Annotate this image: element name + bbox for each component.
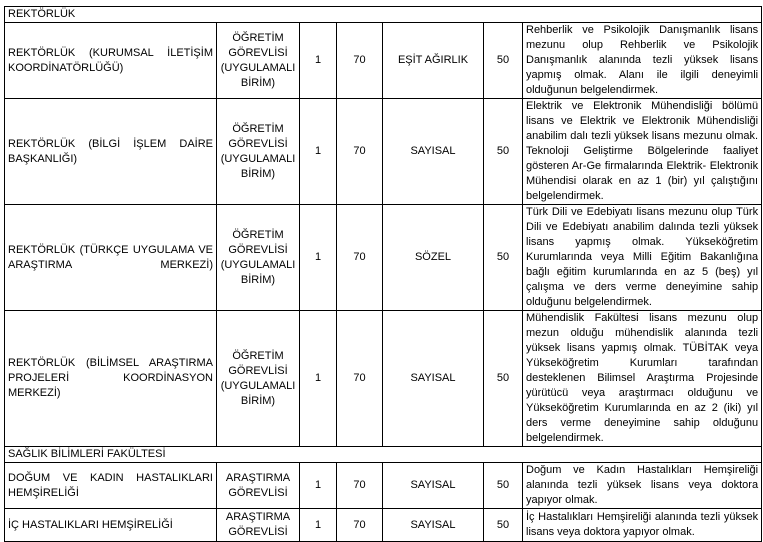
- position-cell: ARAŞTIRMA GÖREVLİSİ: [217, 509, 300, 542]
- requirements-cell: Mühendislik Fakültesi lisans mezunu olup mezun olduğu mühendislik alanında tezli yüksek lisans yapmış olmak. TÜBİTAK veya Yükseköğretim Kurumları tarafından desteklenen Bilimsel Araştırma Projesinde yürütücü veya araştırmacı olduğunu ve Yükseköğretim Kurumlarında en az 2 (iki) yıl ders verme deneyimine sahip olduğunu belgelendirmek.: [523, 311, 762, 447]
- table-row: [5, 509, 762, 542]
- count-cell: 1: [300, 311, 337, 447]
- section-title: SAĞLIK BİLİMLERİ FAKÜLTESİ: [5, 447, 762, 463]
- foreign-language-cell: 50: [484, 205, 523, 311]
- score-type-cell: SAYISAL: [383, 99, 484, 205]
- count-cell: 1: [300, 509, 337, 542]
- unit-cell: REKTÖRLÜK (BİLİMSEL ARAŞTIRMA PROJELERİ KOORDİNASYON MERKEZİ): [5, 311, 217, 447]
- foreign-language-cell: 50: [484, 99, 523, 205]
- score-cell: 70: [337, 463, 383, 509]
- section-header-row: [5, 447, 762, 463]
- table-row: [5, 23, 762, 99]
- foreign-language-cell: 50: [484, 509, 523, 542]
- table-row: [5, 463, 762, 509]
- unit-cell: DOĞUM VE KADIN HASTALIKLARI HEMŞİRELİĞİ: [5, 463, 217, 509]
- unit-cell: İÇ HASTALIKLARI HEMŞİRELİĞİ: [5, 509, 217, 542]
- unit-cell: REKTÖRLÜK (KURUMSAL İLETİŞİM KOORDİNATÖRLÜĞÜ): [5, 23, 217, 99]
- score-type-cell: SAYISAL: [383, 311, 484, 447]
- table-row: [5, 99, 762, 205]
- score-type-cell: EŞİT AĞIRLIK: [383, 23, 484, 99]
- count-cell: 1: [300, 463, 337, 509]
- score-type-cell: SÖZEL: [383, 205, 484, 311]
- score-cell: 70: [337, 205, 383, 311]
- requirements-cell: Rehberlik ve Psikolojik Danışmanlık lisans mezunu olup Rehberlik ve Psikolojik Danışmanlık alanında tezli yüksek lisans yapmış olmak. Alanı ile ilgili deneyimli olduğunun belgelendirmek.: [523, 23, 762, 99]
- position-cell: ÖĞRETİM GÖREVLİSİ (UYGULAMALI BİRİM): [217, 311, 300, 447]
- requirements-cell: Elektrik ve Elektronik Mühendisliği bölümü lisans ve Elektrik ve Elektronik Mühendisliği anabilim dalı tezli yüksek lisans mezunu olmak. Teknoloji Geliştirme Bölgelerinde faaliyet gösteren Ar-Ge firmalarında Elektrik- Elektronik Mühendisi olarak en az 1 (bir) yıl çalıştığını belgelendirmek.: [523, 99, 762, 205]
- table-row: [5, 311, 762, 447]
- score-cell: 70: [337, 99, 383, 205]
- count-cell: 1: [300, 23, 337, 99]
- score-type-cell: SAYISAL: [383, 463, 484, 509]
- requirements-cell: Türk Dili ve Edebiyatı lisans mezunu olup Türk Dili ve Edebiyatı anabilim dalında tezli yüksek lisans yapmış olmak. Yükseköğretim Kurumlarında veya Milli Eğitim Bakanlığına bağlı eğitim kurumlarında en az 5 (beş) yıl çalışma ve ders verme deneyimine sahip olduğunu belgelendirmek.: [523, 205, 762, 311]
- position-cell: ÖĞRETİM GÖREVLİSİ (UYGULAMALI BİRİM): [217, 99, 300, 205]
- position-cell: ÖĞRETİM GÖREVLİSİ (UYGULAMALI BİRİM): [217, 205, 300, 311]
- position-cell: ARAŞTIRMA GÖREVLİSİ: [217, 463, 300, 509]
- count-cell: 1: [300, 205, 337, 311]
- requirements-cell: Doğum ve Kadın Hastalıkları Hemşireliği alanında tezli yüksek lisans veya doktora yapıyor olmak.: [523, 463, 762, 509]
- requirements-cell: İç Hastalıkları Hemşireliği alanında tezli yüksek lisans veya doktora yapıyor olmak.: [523, 509, 762, 542]
- count-cell: 1: [300, 99, 337, 205]
- foreign-language-cell: 50: [484, 463, 523, 509]
- section-title: REKTÖRLÜK: [5, 7, 762, 23]
- section-header-row: [5, 7, 762, 23]
- foreign-language-cell: 50: [484, 23, 523, 99]
- score-type-cell: SAYISAL: [383, 509, 484, 542]
- positions-table: [4, 6, 762, 542]
- unit-cell: REKTÖRLÜK (TÜRKÇE UYGULAMA VE ARAŞTIRMA MERKEZİ): [5, 205, 217, 311]
- score-cell: 70: [337, 23, 383, 99]
- position-cell: ÖĞRETİM GÖREVLİSİ (UYGULAMALI BİRİM): [217, 23, 300, 99]
- table-row: [5, 205, 762, 311]
- foreign-language-cell: 50: [484, 311, 523, 447]
- score-cell: 70: [337, 509, 383, 542]
- unit-cell: REKTÖRLÜK (BİLGİ İŞLEM DAİRE BAŞKANLIĞI): [5, 99, 217, 205]
- score-cell: 70: [337, 311, 383, 447]
